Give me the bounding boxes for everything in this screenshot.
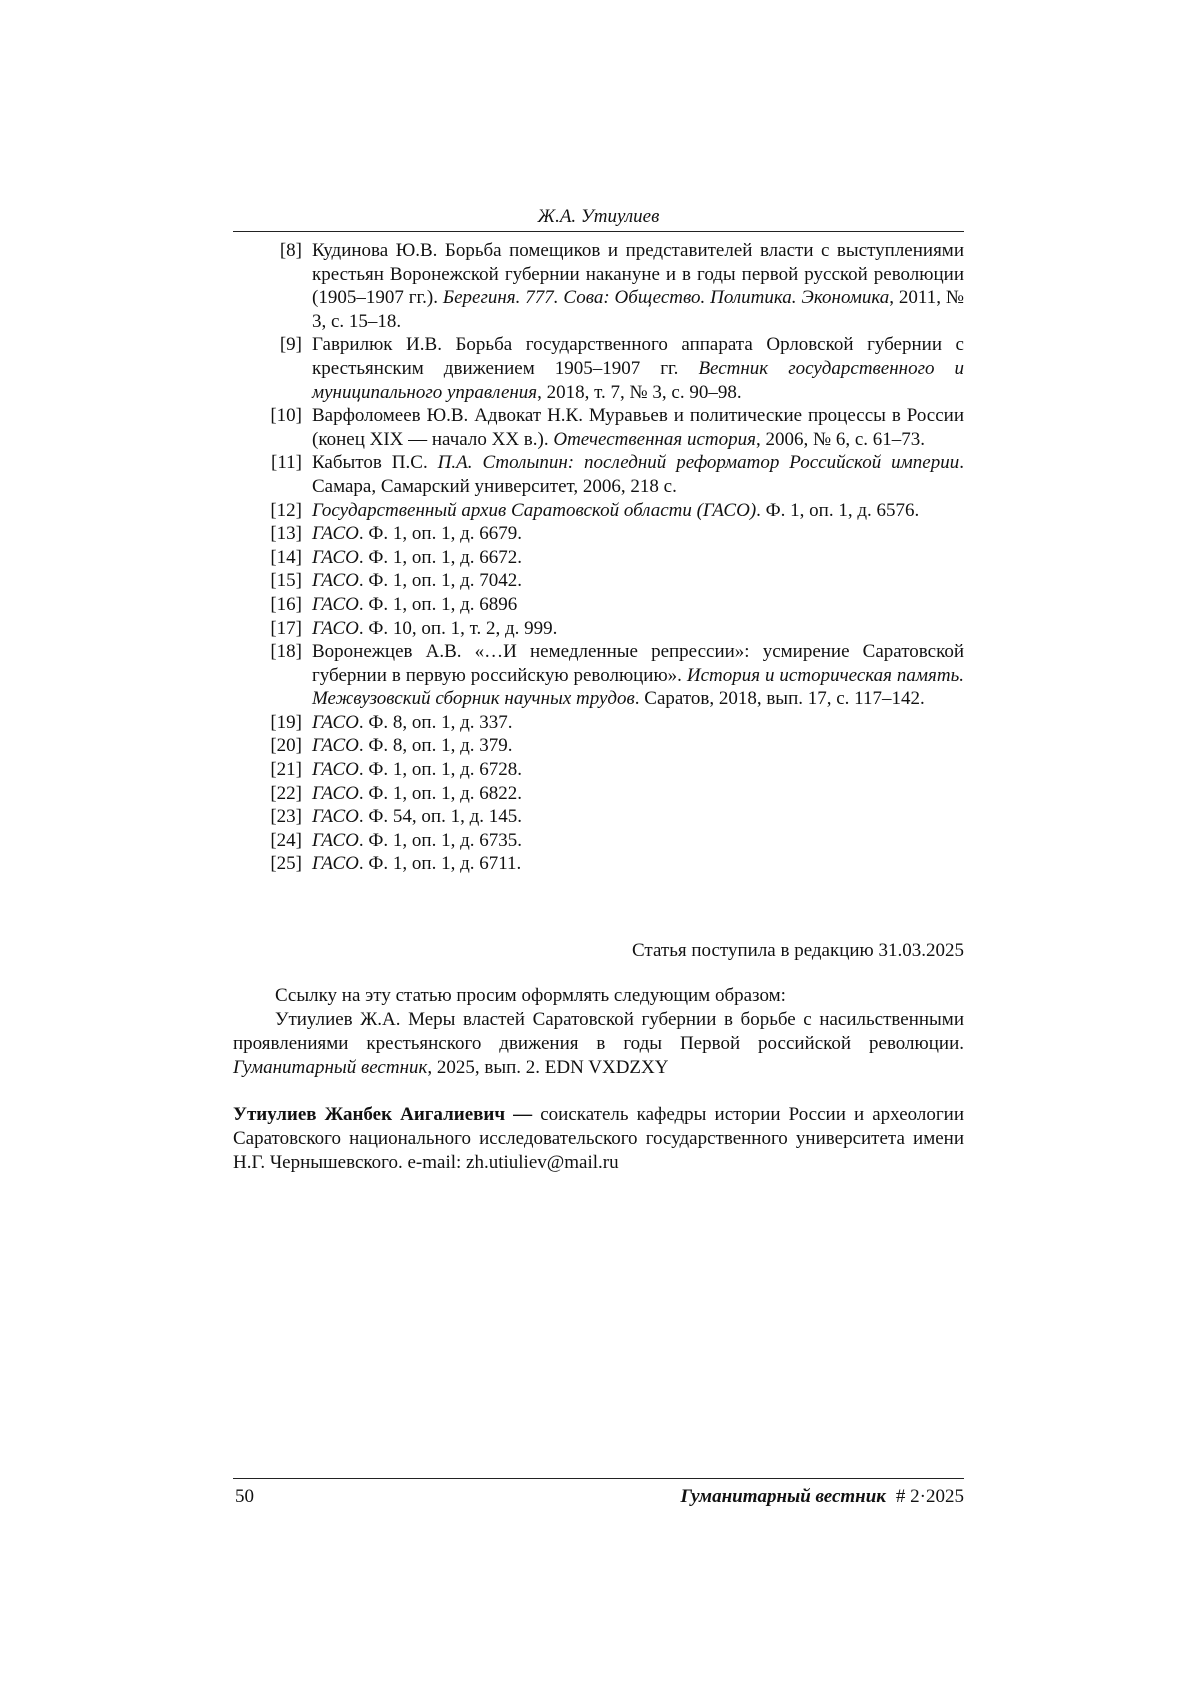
reference-text — [312, 805, 964, 829]
reference-item — [258, 522, 964, 546]
reference-details: . Ф. 1, оп. 1, д. 6896 — [358, 593, 518, 615]
reference-title: ГАСО — [312, 617, 359, 639]
reference-details: . Ф. 1, оп. 1, д. 6711. — [358, 853, 522, 875]
reference-item — [258, 734, 964, 758]
reference-item — [258, 593, 964, 617]
received-date: Статья поступила в редакцию 31.03.2025 — [632, 940, 964, 961]
reference-details: . Ф. 54, оп. 1, д. 145. — [358, 806, 523, 828]
reference-number: [19] — [270, 711, 302, 733]
reference-details: . Саратов, 2018, вып. 17, с. 117–142. — [634, 688, 925, 710]
reference-text — [312, 852, 964, 876]
reference-details: . Ф. 8, оп. 1, д. 379. — [358, 735, 513, 757]
reference-number: [9] — [279, 334, 302, 356]
reference-item — [258, 333, 964, 404]
reference-number: [18] — [270, 641, 302, 663]
reference-text — [312, 782, 964, 806]
reference-title: ГАСО — [312, 546, 359, 568]
reference-details: . Самара, Самарский университет, 2006, 218 с. — [312, 452, 964, 497]
reference-text — [312, 640, 964, 711]
footer-journal-name: Гуманитарный вестник — [680, 1486, 886, 1507]
reference-item — [258, 852, 964, 876]
citation-intro: Ссылку на эту статью просим оформлять следующим образом: — [275, 985, 786, 1006]
reference-item — [258, 782, 964, 806]
reference-number: [16] — [270, 593, 302, 615]
reference-text — [312, 546, 964, 570]
reference-details: . Ф. 8, оп. 1, д. 337. — [358, 711, 513, 733]
reference-number: [20] — [270, 735, 302, 757]
footer-journal — [680, 1485, 964, 1509]
reference-number: [10] — [270, 405, 302, 427]
reference-item — [258, 829, 964, 853]
reference-title: История и историческая память. Межвузовский сборник научных трудов — [312, 664, 964, 710]
reference-authors: Кабытов П.С. — [312, 452, 438, 474]
reference-details: . Ф. 1, оп. 1, д. 6672. — [358, 546, 523, 568]
reference-title: Отечественная история — [553, 428, 756, 450]
reference-item — [258, 499, 964, 523]
reference-title: ГАСО — [312, 711, 359, 733]
page-number: 50 — [235, 1486, 254, 1507]
reference-title: ГАСО — [312, 735, 359, 757]
reference-text — [312, 522, 964, 546]
reference-authors: Кудинова Ю.В. Борьба помещиков и представителей власти с выступлениями крестьян Воронежской губернии накануне и в годы первой русской революции (1905–1907 гг.). — [312, 240, 964, 309]
reference-list — [258, 239, 964, 876]
reference-title: ГАСО — [312, 593, 359, 615]
reference-details: . Ф. 1, оп. 1, д. 6728. — [358, 759, 523, 781]
reference-number: [11] — [271, 452, 302, 474]
reference-details: , 2011, № 3, с. 15–18. — [312, 287, 964, 332]
reference-text — [312, 734, 964, 758]
reference-item — [258, 711, 964, 735]
reference-number: [25] — [270, 853, 302, 875]
header-divider — [233, 231, 964, 232]
reference-text — [312, 758, 964, 782]
author-name: Утиулиев Жанбек Аигалиевич — [233, 1104, 506, 1125]
reference-number: [22] — [270, 782, 302, 804]
reference-text — [312, 569, 964, 593]
reference-title: Берегиня. 777. Сова: Общество. Политика. Экономика — [442, 287, 890, 309]
reference-title: ГАСО — [312, 853, 359, 875]
reference-number: [12] — [270, 499, 302, 521]
reference-number: [24] — [270, 829, 302, 851]
footer-divider — [233, 1478, 964, 1479]
reference-item — [258, 451, 964, 498]
reference-title: ГАСО — [312, 782, 359, 804]
reference-text — [312, 451, 964, 498]
reference-number: [23] — [270, 806, 302, 828]
reference-title: П.А. Столыпин: последний реформатор Российской империи — [437, 452, 960, 474]
reference-item — [258, 758, 964, 782]
reference-title: ГАСО — [312, 759, 359, 781]
reference-title: ГАСО — [312, 570, 359, 592]
reference-number: [8] — [279, 240, 302, 261]
citation-main: Утиулиев Ж.А. Меры властей Саратовской губернии в борьбе с насильственными проявлениями крестьянского движения в годы Первой российской революции. — [233, 1009, 964, 1054]
reference-text — [312, 333, 964, 404]
reference-title: Вестник государственного и муниципального управления — [312, 357, 965, 403]
reference-number: [21] — [270, 759, 302, 781]
reference-item — [258, 239, 964, 333]
reference-item — [258, 569, 964, 593]
reference-number: [17] — [270, 617, 302, 639]
reference-authors: Воронежцев А.В. «…И немедленные репрессии»: усмирение Саратовской губернии в первую российскую революцию». — [312, 641, 964, 686]
reference-item — [258, 617, 964, 641]
reference-details: . Ф. 1, оп. 1, д. 6822. — [358, 782, 523, 804]
author-description: соискатель кафедры истории России и археологии Саратовского национального исследовательского государственного университета имени Н.Г. Чернышевского. e-mail: zh.utiuliev@mail.ru — [233, 1104, 964, 1173]
reference-details: . Ф. 1, оп. 1, д. 7042. — [358, 570, 523, 592]
reference-number: [14] — [270, 546, 302, 568]
reference-number: [15] — [270, 570, 302, 592]
reference-details: . Ф. 1, оп. 1, д. 6679. — [358, 523, 523, 545]
citation-journal: Гуманитарный вестник — [233, 1057, 428, 1078]
reference-details: . Ф. 10, оп. 1, т. 2, д. 999. — [358, 617, 558, 639]
footer-issue: # 2·2025 — [895, 1486, 964, 1507]
author-info — [233, 1103, 964, 1175]
reference-details: , 2006, № 6, с. 61–73. — [756, 428, 926, 450]
reference-item — [258, 546, 964, 570]
reference-item — [258, 404, 964, 451]
reference-number: [13] — [270, 523, 302, 545]
citation-tail: , 2025, вып. 2. EDN VXDZXY — [427, 1057, 669, 1078]
reference-title: Государственный архив Саратовской области (ГАСО) — [312, 499, 757, 521]
reference-text — [312, 239, 964, 333]
reference-title: ГАСО — [312, 523, 359, 545]
reference-authors: Варфоломеев Ю.В. Адвокат Н.К. Муравьев и политические процессы в России (конец XIX — начало XX в.). — [312, 405, 964, 450]
reference-text — [312, 617, 964, 641]
reference-text — [312, 499, 964, 523]
reference-item — [258, 805, 964, 829]
reference-text — [312, 829, 964, 853]
reference-item — [258, 640, 964, 711]
reference-details: , 2018, т. 7, № 3, с. 90–98. — [537, 381, 742, 403]
reference-title: ГАСО — [312, 806, 359, 828]
author-dash: — — [505, 1104, 541, 1125]
reference-text — [312, 404, 964, 451]
reference-authors: Гаврилюк И.В. Борьба государственного аппарата Орловской губернии с крестьянским движением 1905–1907 гг. — [312, 334, 964, 379]
reference-details: . Ф. 1, оп. 1, д. 6576. — [756, 499, 920, 521]
reference-title: ГАСО — [312, 829, 359, 851]
reference-details: . Ф. 1, оп. 1, д. 6735. — [358, 829, 523, 851]
reference-text — [312, 593, 964, 617]
reference-text — [312, 711, 964, 735]
citation-block — [233, 984, 964, 1080]
running-header-author: Ж.А. Утиулиев — [537, 206, 660, 227]
citation-text — [233, 1008, 964, 1080]
